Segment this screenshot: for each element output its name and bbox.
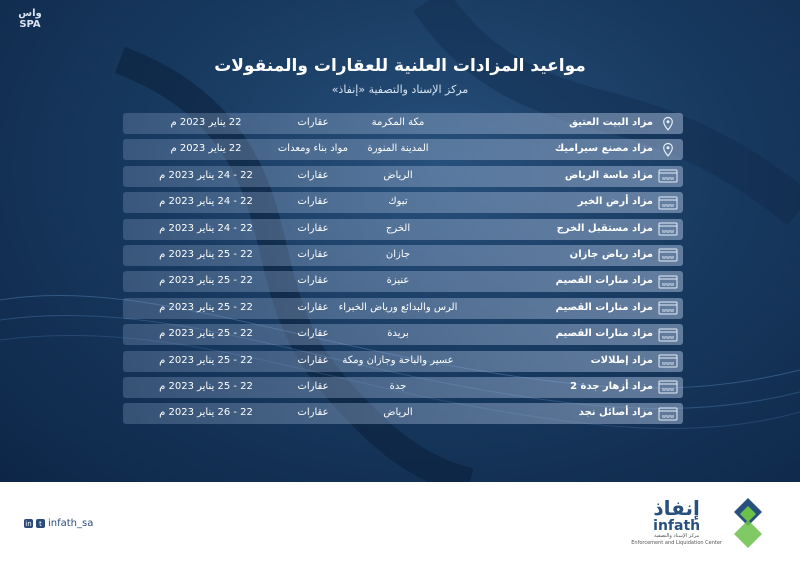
www-browser-icon (657, 326, 679, 343)
auction-city: المدينة المنورة (367, 143, 429, 155)
auction-type: مواد بناء ومعدات (277, 143, 348, 155)
www-browser-icon (657, 221, 679, 238)
auction-date: 22 - 24 يناير 2023 م (159, 222, 253, 234)
auction-city: الخرج (385, 222, 411, 234)
logo-arabic: إنفاذ (653, 496, 700, 520)
social-handle-text: infath_sa (48, 518, 94, 529)
www-browser-icon (657, 405, 679, 422)
svg-text:www: www (661, 255, 675, 262)
auction-type: عقارات (297, 301, 329, 313)
svg-text:www: www (661, 229, 675, 236)
auction-city: عنيزة (386, 275, 410, 287)
auction-name: مزاد أرض الخير (577, 196, 653, 208)
auction-type: عقارات (297, 354, 329, 366)
www-browser-icon (657, 379, 679, 396)
logo-subtitle-arabic: مركز الإسناد والتصفية (653, 533, 700, 539)
auction-name: مزاد مستقبل الخرج (556, 222, 653, 234)
svg-text:www: www (661, 176, 675, 183)
auction-name: مزاد منارات القصيم (555, 275, 653, 287)
auction-date: 22 - 25 يناير 2023 م (159, 354, 253, 366)
auction-list (123, 113, 683, 430)
svg-text:www: www (661, 387, 675, 394)
watermark-line-latin: SPA (19, 19, 41, 30)
infath-logo (631, 494, 768, 550)
auction-type: عقارات (297, 380, 329, 392)
auction-type: عقارات (297, 169, 329, 181)
auction-date: 22 - 25 يناير 2023 م (159, 248, 253, 260)
auction-name: مزاد مصنع سيراميك (554, 143, 653, 155)
page-title: مواعيد المزادات العلنية للعقارات والمنقولات (214, 56, 586, 76)
auction-date: 22 يناير 2023 م (170, 143, 242, 155)
svg-text:www: www (661, 202, 675, 209)
auction-row (123, 139, 683, 160)
auction-city: الرس والبدائع ورياض الخبراء (338, 301, 458, 313)
auction-row (123, 298, 683, 319)
svg-text:www: www (661, 361, 675, 368)
auction-row (123, 271, 683, 292)
auction-row (123, 166, 683, 187)
auction-name: مزاد رياض جازان (569, 248, 653, 260)
auction-type: عقارات (297, 407, 329, 419)
auction-date: 22 - 24 يناير 2023 م (159, 169, 253, 181)
auction-city: الرياض (383, 407, 413, 419)
www-browser-icon (657, 273, 679, 290)
auction-row (123, 245, 683, 266)
linkedin-icon[interactable]: in (25, 519, 32, 528)
auction-row (123, 219, 683, 240)
auction-row (123, 403, 683, 424)
location-pin-icon (657, 115, 679, 132)
auction-row (123, 192, 683, 213)
auction-name: مزاد منارات القصيم (555, 301, 653, 313)
svg-text:www: www (661, 413, 675, 420)
logo-mark-icon (728, 494, 768, 550)
logo-english: infath (653, 518, 701, 534)
auction-row (123, 324, 683, 345)
www-browser-icon (657, 300, 679, 317)
page-subtitle: مركز الإسناد والتصفية «إنفاذ» (331, 83, 469, 96)
auction-date: 22 - 26 يناير 2023 م (159, 407, 253, 419)
auction-type: عقارات (297, 275, 329, 287)
social-handle[interactable] (24, 518, 93, 529)
auction-city: بريدة (387, 328, 409, 340)
auction-date: 22 - 25 يناير 2023 م (159, 328, 253, 340)
auction-city: الرياض (383, 169, 413, 181)
logo-subtitle-english: Enforcement and Liquidation Center (631, 540, 722, 546)
twitter-icon[interactable]: t (36, 519, 45, 528)
svg-text:www: www (661, 308, 675, 315)
auction-date: 22 - 24 يناير 2023 م (159, 196, 253, 208)
auction-row (123, 351, 683, 372)
auction-city: جازان (385, 248, 411, 260)
www-browser-icon (657, 194, 679, 211)
www-browser-icon (657, 168, 679, 185)
auction-city: مكة المكرمة (371, 117, 425, 128)
auction-name: مزاد منارات القصيم (555, 328, 653, 340)
auction-type: عقارات (297, 222, 329, 234)
footer (0, 482, 800, 571)
www-browser-icon (657, 247, 679, 264)
auction-name: مزاد البيت العتيق (569, 117, 653, 128)
auction-city: جدة (389, 380, 407, 392)
auction-type: عقارات (297, 248, 329, 260)
svg-text:www: www (661, 334, 675, 341)
auction-row (123, 377, 683, 398)
auction-name: مزاد ماسة الرياض (564, 169, 653, 181)
auction-type: عقارات (297, 328, 329, 340)
auction-date: 22 - 25 يناير 2023 م (159, 301, 253, 313)
svg-text:www: www (661, 281, 675, 288)
auction-type: عقارات (297, 196, 329, 208)
auction-date: 22 - 25 يناير 2023 م (159, 380, 253, 392)
watermark-line-arabic: واس (18, 8, 42, 19)
auction-city: تبوك (388, 196, 408, 208)
logo-text (631, 497, 722, 547)
location-pin-icon (657, 141, 679, 158)
auction-name: مزاد أزهار جدة 2 (570, 380, 653, 392)
www-browser-icon (657, 353, 679, 370)
auction-name: مزاد أصائل نجد (578, 407, 653, 419)
auction-date: 22 - 25 يناير 2023 م (159, 275, 253, 287)
auction-type: عقارات (297, 117, 329, 128)
auction-date: 22 يناير 2023 م (170, 117, 242, 128)
auction-row (123, 113, 683, 134)
auction-name: مزاد إطلالات (590, 354, 653, 366)
spa-watermark (10, 8, 50, 30)
auction-city: عسير والباحة وجازان ومكة (342, 354, 454, 366)
